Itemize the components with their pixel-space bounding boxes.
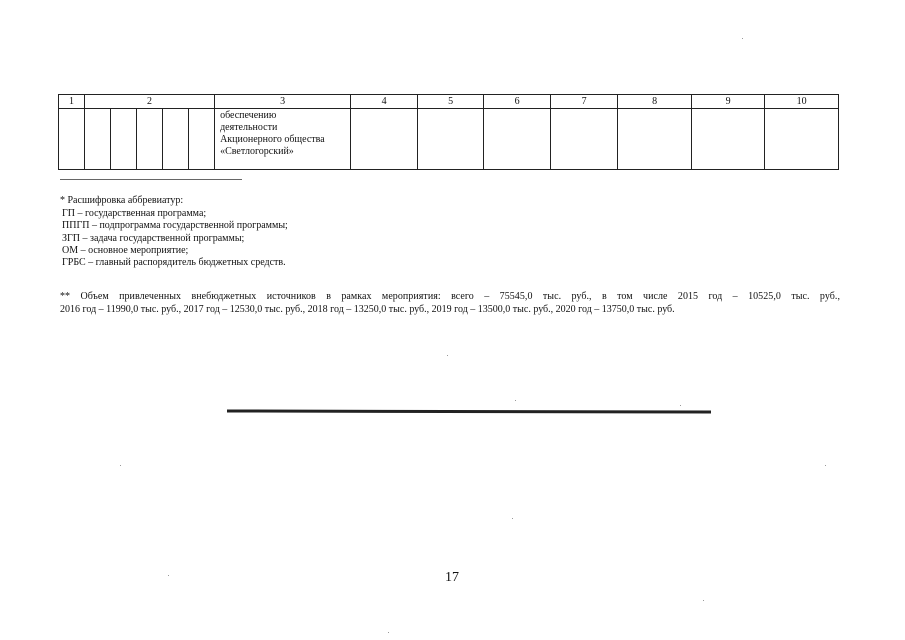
description-line: «Светлогорский» xyxy=(220,146,294,157)
table-cell xyxy=(111,109,137,170)
scan-speck xyxy=(388,632,389,633)
page-number: 17 xyxy=(445,570,459,585)
table-header-row xyxy=(59,95,839,109)
table-header-cell: 8 xyxy=(618,95,692,109)
table-header-cell: 4 xyxy=(351,95,418,109)
table-cell xyxy=(137,109,163,170)
footnote-divider xyxy=(60,179,242,180)
scan-speck xyxy=(447,355,448,356)
table-cell xyxy=(163,109,189,170)
scan-speck xyxy=(742,38,743,39)
scan-speck xyxy=(680,405,681,406)
abbreviation-item: ГРБС – главный распорядитель бюджетных средств. xyxy=(62,257,286,269)
extra-funding-note xyxy=(60,290,840,316)
table-cell xyxy=(765,109,839,170)
abbreviation-item: ГП – государственная программа; xyxy=(62,208,207,220)
extra-funding-line: ** Объем привлеченных внебюджетных источников в рамках мероприятия: всего – 75545,0 тыс. руб., в том числе 2015 год – 10525,0 тыс. руб., xyxy=(60,291,840,302)
table-cell xyxy=(692,109,765,170)
table-row xyxy=(59,109,839,170)
table-cell-description xyxy=(215,109,351,170)
scan-speck xyxy=(512,518,513,519)
table-cell xyxy=(189,109,215,170)
table-header-cell: 10 xyxy=(765,95,839,109)
scan-speck xyxy=(703,600,704,601)
table-header-cell: 9 xyxy=(692,95,765,109)
description-line: обеспечению xyxy=(220,110,277,121)
end-divider-line xyxy=(227,409,711,413)
abbreviations-heading: * Расшифровка аббревиатур: xyxy=(60,195,184,206)
table-header-cell: 7 xyxy=(551,95,618,109)
abbreviation-item: ЗГП – задача государственной программы; xyxy=(62,232,245,244)
table-cell xyxy=(351,109,418,170)
table-header-cell: 3 xyxy=(215,95,351,109)
description-line: деятельности xyxy=(220,122,278,133)
scan-speck xyxy=(120,465,121,466)
scan-speck xyxy=(825,465,826,466)
budget-table xyxy=(58,94,839,170)
abbreviation-item: ОМ – основное мероприятие; xyxy=(62,244,189,256)
table-cell xyxy=(551,109,618,170)
scan-speck xyxy=(168,575,169,576)
table-cell xyxy=(85,109,111,170)
table-header-cell: 2 xyxy=(85,95,215,109)
description-line: Акционерного общества xyxy=(220,134,325,145)
table-header-cell: 1 xyxy=(59,95,85,109)
table-cell xyxy=(618,109,692,170)
table-header-cell: 6 xyxy=(484,95,551,109)
table-header-cell: 5 xyxy=(418,95,484,109)
table-cell xyxy=(418,109,484,170)
table-cell xyxy=(484,109,551,170)
abbreviations-note xyxy=(60,195,460,269)
abbreviation-item: ППГП – подпрограмма государственной программы; xyxy=(62,220,288,232)
table-cell xyxy=(59,109,85,170)
scan-speck xyxy=(515,400,516,401)
extra-funding-line: 2016 год – 11990,0 тыс. руб., 2017 год – 12530,0 тыс. руб., 2018 год – 13250,0 тыс. руб., 2019 год – 13500,0 тыс. руб., 2020 год – 13750,0 тыс. руб. xyxy=(60,304,675,315)
